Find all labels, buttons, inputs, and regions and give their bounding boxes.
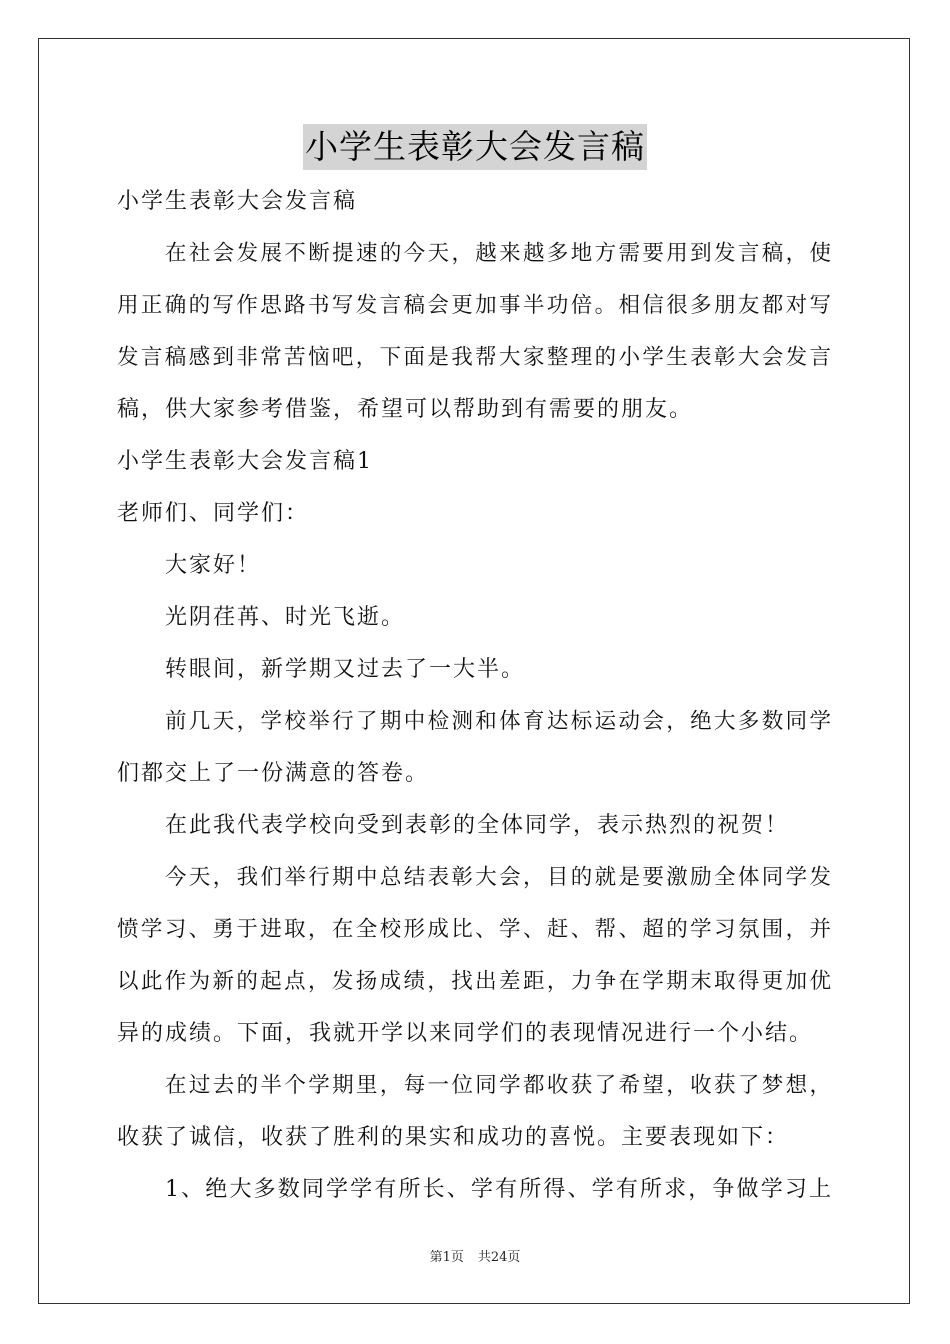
text-line: 转眼间，新学期又过去了一大半。 xyxy=(165,657,526,682)
text-line: 稿，供大家参考借鉴，希望可以帮助到有需要的朋友。 xyxy=(117,397,694,422)
text-line: 收获了诚信，收获了胜利的果实和成功的喜悦。主要表现如下： xyxy=(117,1125,790,1150)
document-title-container xyxy=(0,124,950,170)
document-title: 小学生表彰大会发言稿 xyxy=(303,124,647,170)
text-line: 在社会发展不断提速的今天，越来越多地方需要用到发言稿，使 xyxy=(165,241,833,266)
text-line: 光阴荏苒、时光飞逝。 xyxy=(165,605,406,630)
text-line: 小学生表彰大会发言稿 xyxy=(117,189,358,214)
text-line: 在此我代表学校向受到表彰的全体同学，表示热烈的祝贺！ xyxy=(165,813,790,838)
text-line: 老师们、同学们： xyxy=(117,501,310,526)
text-line: 1、绝大多数同学学有所长、学有所得、学有所求，争做学习上 xyxy=(165,1177,833,1202)
text-line: 们都交上了一份满意的答卷。 xyxy=(117,761,430,786)
text-line: 以此作为新的起点，发扬成绩，找出差距，力争在学期末取得更加优 xyxy=(117,969,833,994)
text-line: 异的成绩。下面，我就开学以来同学们的表现情况进行一个小结。 xyxy=(117,1021,814,1046)
text-line: 今天，我们举行期中总结表彰大会，目的就是要激励全体同学发 xyxy=(165,865,833,890)
text-line: 前几天，学校举行了期中检测和体育达标运动会，绝大多数同学 xyxy=(165,709,833,734)
page-footer xyxy=(0,1246,950,1265)
text-line: 大家好！ xyxy=(165,553,262,578)
text-line: 用正确的写作思路书写发言稿会更加事半功倍。相信很多朋友都对写 xyxy=(117,293,833,318)
page-number: 第1页 xyxy=(429,1250,464,1265)
text-line: 在过去的半个学期里，每一位同学都收获了希望，收获了梦想， xyxy=(165,1073,833,1098)
text-line: 小学生表彰大会发言稿1 xyxy=(117,449,373,474)
text-line: 愤学习、勇于进取，在全校形成比、学、赶、帮、超的学习氛围，并 xyxy=(117,917,833,942)
document-body xyxy=(117,176,833,1216)
page-total: 共24页 xyxy=(477,1250,521,1265)
text-line: 发言稿感到非常苦恼吧，下面是我帮大家整理的小学生表彰大会发言 xyxy=(117,345,833,370)
